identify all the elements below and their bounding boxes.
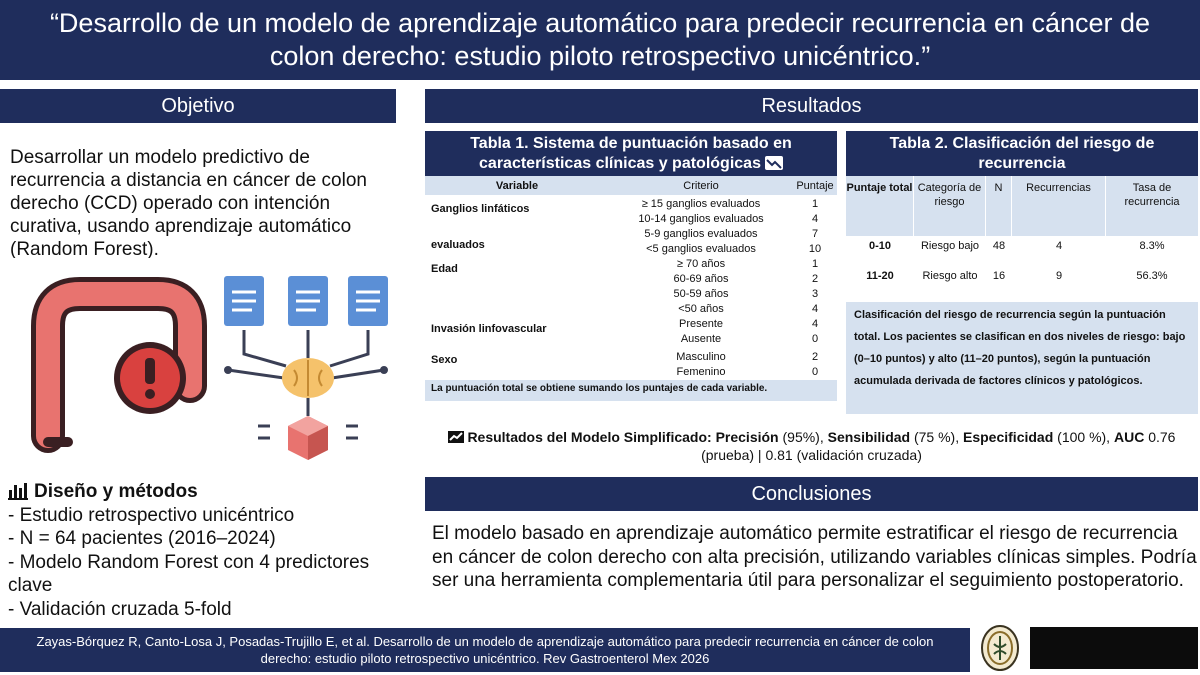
table-cell: 11-20 (866, 270, 894, 282)
seal-icon (978, 624, 1022, 672)
table2-header: Recurrencias (1012, 176, 1106, 236)
methods-item: - Modelo Random Forest con 4 predictores clave (8, 551, 370, 596)
table-row (425, 195, 837, 257)
criterion: Femenino (676, 366, 726, 378)
objective-text: Desarrollar un modelo predictivo de recurrencia a distancia en cáncer de colon derecho (CCD) operado con intención curativa, usando aprendizaje automático (Random Forest). (10, 147, 367, 258)
table-row (846, 266, 1198, 296)
scoring-table (425, 131, 837, 401)
model-value: (100 %), (1053, 429, 1114, 445)
criterion: Presente (678, 318, 724, 330)
table2-header: Tasa de recurrencia (1124, 182, 1180, 208)
table1-footnote: La puntuación total se obtiene sumando los puntajes de cada variable. (425, 380, 837, 401)
points: 4 (811, 318, 819, 330)
table-row (425, 317, 837, 347)
table1-title: Tabla 1. Sistema de puntuación basado en características clínicas y patológicas (470, 134, 792, 172)
table2-note: Clasificación del riesgo de recurrencia según la puntuación total. Los pacientes se clasifican en dos niveles de riesgo: bajo (0–10 puntos) y alto (11–20 puntos), según la puntuación acumulada derivada de factores clínicos y patológicos. (846, 302, 1198, 414)
model-results (425, 428, 1198, 464)
objective-heading: Objetivo (0, 89, 396, 123)
table-cell: 4 (1055, 240, 1063, 252)
cube-icon (288, 416, 328, 460)
points: 2 (811, 351, 819, 363)
points: 4 (811, 213, 819, 225)
redacted-box (1030, 627, 1198, 669)
methods-item: - Estudio retrospectivo unicéntrico (8, 504, 295, 526)
table-row (425, 347, 837, 380)
model-label: AUC (1113, 429, 1145, 445)
table-cell: 9 (1055, 270, 1063, 282)
criterion: <5 ganglios evaluados (646, 243, 756, 255)
methods-heading: Diseño y métodos (34, 481, 198, 502)
conclusions-heading: Conclusiones (425, 477, 1198, 511)
brain-icon (282, 358, 334, 398)
points: 7 (811, 228, 819, 240)
risk-table (846, 131, 1198, 414)
model-value: 0.76 (prueba) | 0.81 (validación cruzada) (701, 429, 1176, 463)
table2-header: Categoría de riesgo (914, 176, 986, 236)
model-value: (75 %), (910, 429, 963, 445)
trend-icon (765, 156, 783, 170)
variable-label: evaluados (431, 239, 485, 251)
model-label: Sensibilidad (827, 429, 911, 445)
table-cell: 56.3% (1136, 270, 1168, 282)
poster-title: “Desarrollo de un modelo de aprendizaje automático para predecir recurrencia en cáncer de colon derecho: estudio piloto retrospectivo unicéntrico.” (0, 0, 1200, 80)
conclusions-text: El modelo basado en aprendizaje automático permite estratificar el riesgo de recurrencia en cáncer de colon derecho con alta precisión, utilizando variables clínicas simples. Podría ser una herramienta complementaria útil para personalizar el seguimiento postoperatorio. (432, 523, 1197, 591)
table-cell: Riesgo alto (922, 270, 978, 282)
alert-icon (114, 342, 186, 414)
points: 1 (811, 258, 819, 270)
table2-header: Puntaje total (846, 176, 914, 236)
variable-label: Sexo (431, 354, 458, 366)
points: 0 (811, 366, 819, 378)
table-cell: 48 (992, 240, 1006, 252)
trend-icon (448, 431, 464, 443)
points: 2 (811, 273, 819, 285)
variable-label: Edad (431, 263, 458, 275)
points: 0 (811, 333, 819, 345)
points: 3 (811, 288, 819, 300)
table2-title: Tabla 2. Clasificación del riesgo de recurrencia (846, 131, 1198, 176)
model-value: (95%), (778, 429, 828, 445)
criterion: Masculino (676, 351, 726, 363)
table-cell: 0-10 (868, 240, 892, 252)
methods-item: - N = 64 pacientes (2016–2024) (8, 528, 276, 549)
points: 4 (811, 303, 819, 315)
methods-section (8, 480, 408, 621)
criterion: Ausente (680, 333, 722, 345)
illustration (8, 266, 392, 462)
criterion: <50 años (678, 303, 724, 315)
table-cell: 8.3% (1139, 240, 1165, 252)
table-cell: 16 (992, 270, 1006, 282)
citation: Zayas-Bórquez R, Canto-Losa J, Posadas-Trujillo E, et al. Desarrollo de un modelo de aprendizaje automático para predecir recurrencia en cáncer de colon derecho: estudio piloto retrospectivo unicéntrico. Rev Gastroenterol Mex 2026 (0, 628, 970, 672)
model-label: Resultados del Modelo Simplificado: Precisión (467, 429, 779, 445)
points: 1 (811, 198, 819, 210)
table-cell: Riesgo bajo (920, 240, 980, 252)
points: 10 (808, 243, 822, 255)
table1-header: Criterio (683, 179, 719, 192)
bar-chart-icon (8, 484, 28, 500)
variable-label: Ganglios linfáticos (431, 203, 530, 215)
criterion: ≥ 70 años (676, 258, 726, 270)
results-heading: Resultados (425, 89, 1198, 123)
criterion: 10-14 ganglios evaluados (638, 213, 764, 225)
table1-header: Variable (495, 179, 539, 192)
variable-label: Invasión linfovascular (431, 323, 547, 335)
table-row (846, 236, 1198, 266)
model-label: Especificidad (963, 429, 1054, 445)
criterion: 5-9 ganglios evaluados (644, 228, 758, 240)
table-row (425, 257, 837, 317)
criterion: 60-69 años (673, 273, 729, 285)
methods-item: - Validación cruzada 5-fold (8, 598, 232, 620)
criterion: 50-59 años (673, 288, 729, 300)
table1-header: Puntaje (796, 179, 834, 192)
criterion: ≥ 15 ganglios evaluados (641, 198, 761, 210)
table2-header: N (986, 176, 1012, 236)
